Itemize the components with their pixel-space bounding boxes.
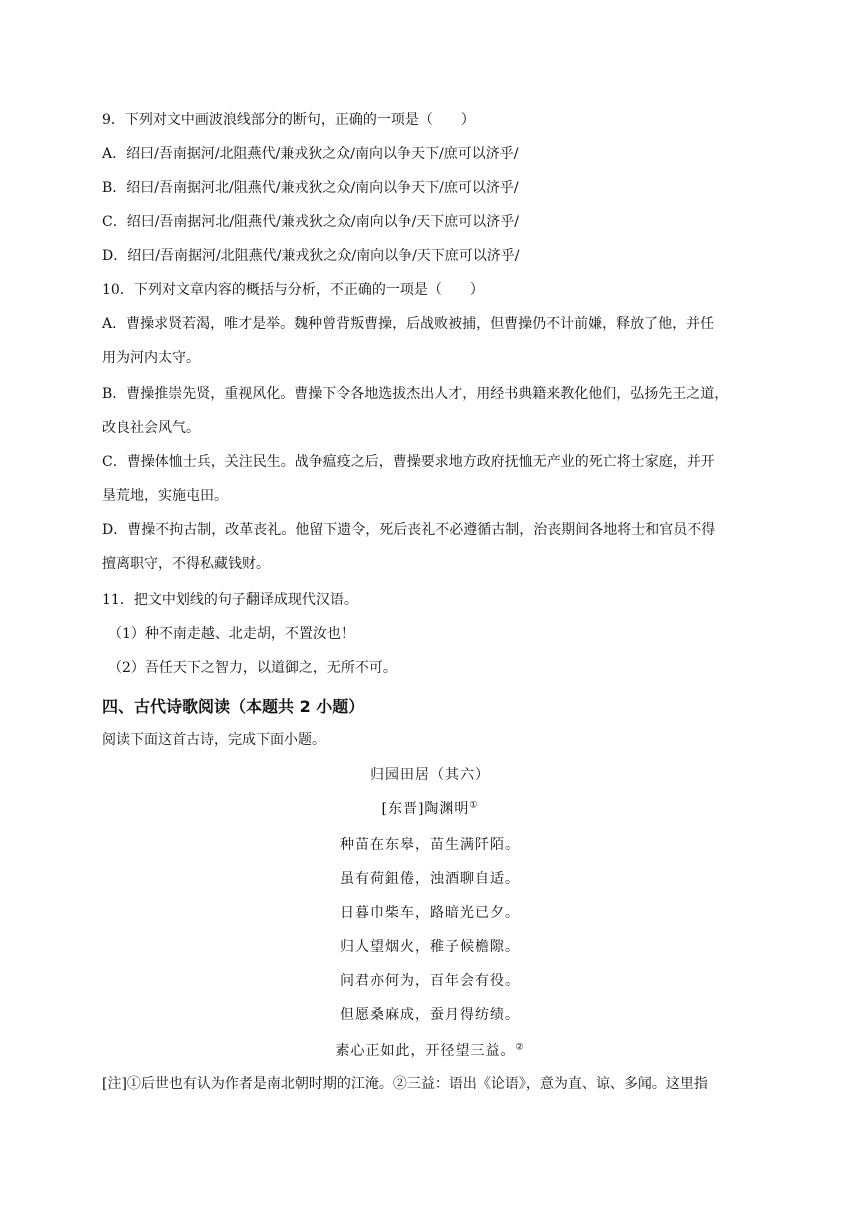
poem-title: 归园田居（其六） [370, 767, 490, 783]
question-10-option-c-line1: C．曹操体恤士兵，关注民生。战争瘟疫之后，曹操要求地方政府抚恤无产业的死亡将士家庭，并开 [102, 454, 715, 470]
question-9-option-a: A．绍曰/吾南据河/北阻燕代/兼戎狄之众/南向以争天下/庶可以济乎/ [102, 146, 519, 162]
poem-last-footnote-mark: ② [515, 1042, 525, 1053]
poem-author-name: [东晋]陶渊明 [381, 801, 470, 817]
question-11-stem: 11．把文中划线的句子翻译成现代汉语。 [102, 592, 358, 608]
question-10-option-a-line1: A．曹操求贤若渴，唯才是举。魏种曾背叛曹操，后战败被捕，但曹操仍不计前嫌，释放了他，并任 [102, 316, 715, 332]
poem-line-5: 问君亦何为，百年会有役。 [340, 973, 520, 989]
poem-line-4: 归人望烟火，稚子候檐隙。 [340, 939, 520, 955]
poem-line-2: 虽有荷鉏倦，浊酒聊自适。 [340, 871, 520, 887]
section-4-heading: 四、古代诗歌阅读（本题共 2 小题） [102, 697, 365, 716]
section-4-intro: 阅读下面这首古诗，完成下面小题。 [102, 732, 326, 748]
poem-last-line: 素心正如此，开径望三益。 [335, 1043, 516, 1059]
question-9-option-c: C．绍曰/吾南据河北/阻燕代/兼戎狄之众/南向以争/天下庶可以济乎/ [102, 214, 520, 230]
question-10-option-b-line1: B．曹操推崇先贤，重视风化。曹操下令各地选拔杰出人才，用经书典籍来教化他们，弘扬先王之道， [102, 386, 729, 402]
poem-line-6: 但愿桑麻成，蚕月得纺绩。 [340, 1007, 520, 1023]
question-11-sentence-2: （2）吾任天下之智力，以道御之，无所不可。 [108, 660, 397, 676]
question-10-stem: 10．下列对文章内容的概括与分析，不正确的一项是（ ） [102, 282, 484, 298]
poem-line-3: 日暮巾柴车，路暗光已夕。 [340, 905, 520, 921]
question-9-stem: 9．下列对文中画波浪线部分的断句，正确的一项是（ ） [102, 112, 475, 128]
question-10-option-d-line2: 擅离职守，不得私藏钱财。 [102, 556, 270, 572]
poem-line-1: 种苗在东皋，苗生满阡陌。 [340, 837, 520, 853]
poem-line-7 [0, 1040, 860, 1060]
question-11-sentence-1: （1）种不南走越、北走胡，不置汝也！ [108, 626, 355, 642]
question-9-option-b: B．绍曰/吾南据河北/阻燕代/兼戎狄之众/南向以争天下/庶可以济乎/ [102, 180, 519, 196]
question-10-option-c-line2: 垦荒地，实施屯田。 [102, 488, 228, 504]
question-9-option-d: D．绍曰/吾南据河/北阻燕代/兼戎狄之众/南向以争/天下庶可以济乎/ [102, 248, 520, 264]
poem-author [0, 798, 860, 818]
question-10-option-a-line2: 用为河内太守。 [102, 350, 200, 366]
question-10-option-b-line2: 改良社会风气。 [102, 420, 200, 436]
poem-author-footnote-mark: ① [469, 800, 479, 811]
question-10-option-d-line1: D．曹操不拘古制，改革丧礼。他留下遗令，死后丧礼不必遵循古制，治丧期间各地将士和官员不得 [102, 522, 716, 538]
poem-annotation: [注]①后世也有认为作者是南北朝时期的江淹。②三益：语出《论语》，意为直、谅、多闻。这里指 [102, 1076, 708, 1092]
